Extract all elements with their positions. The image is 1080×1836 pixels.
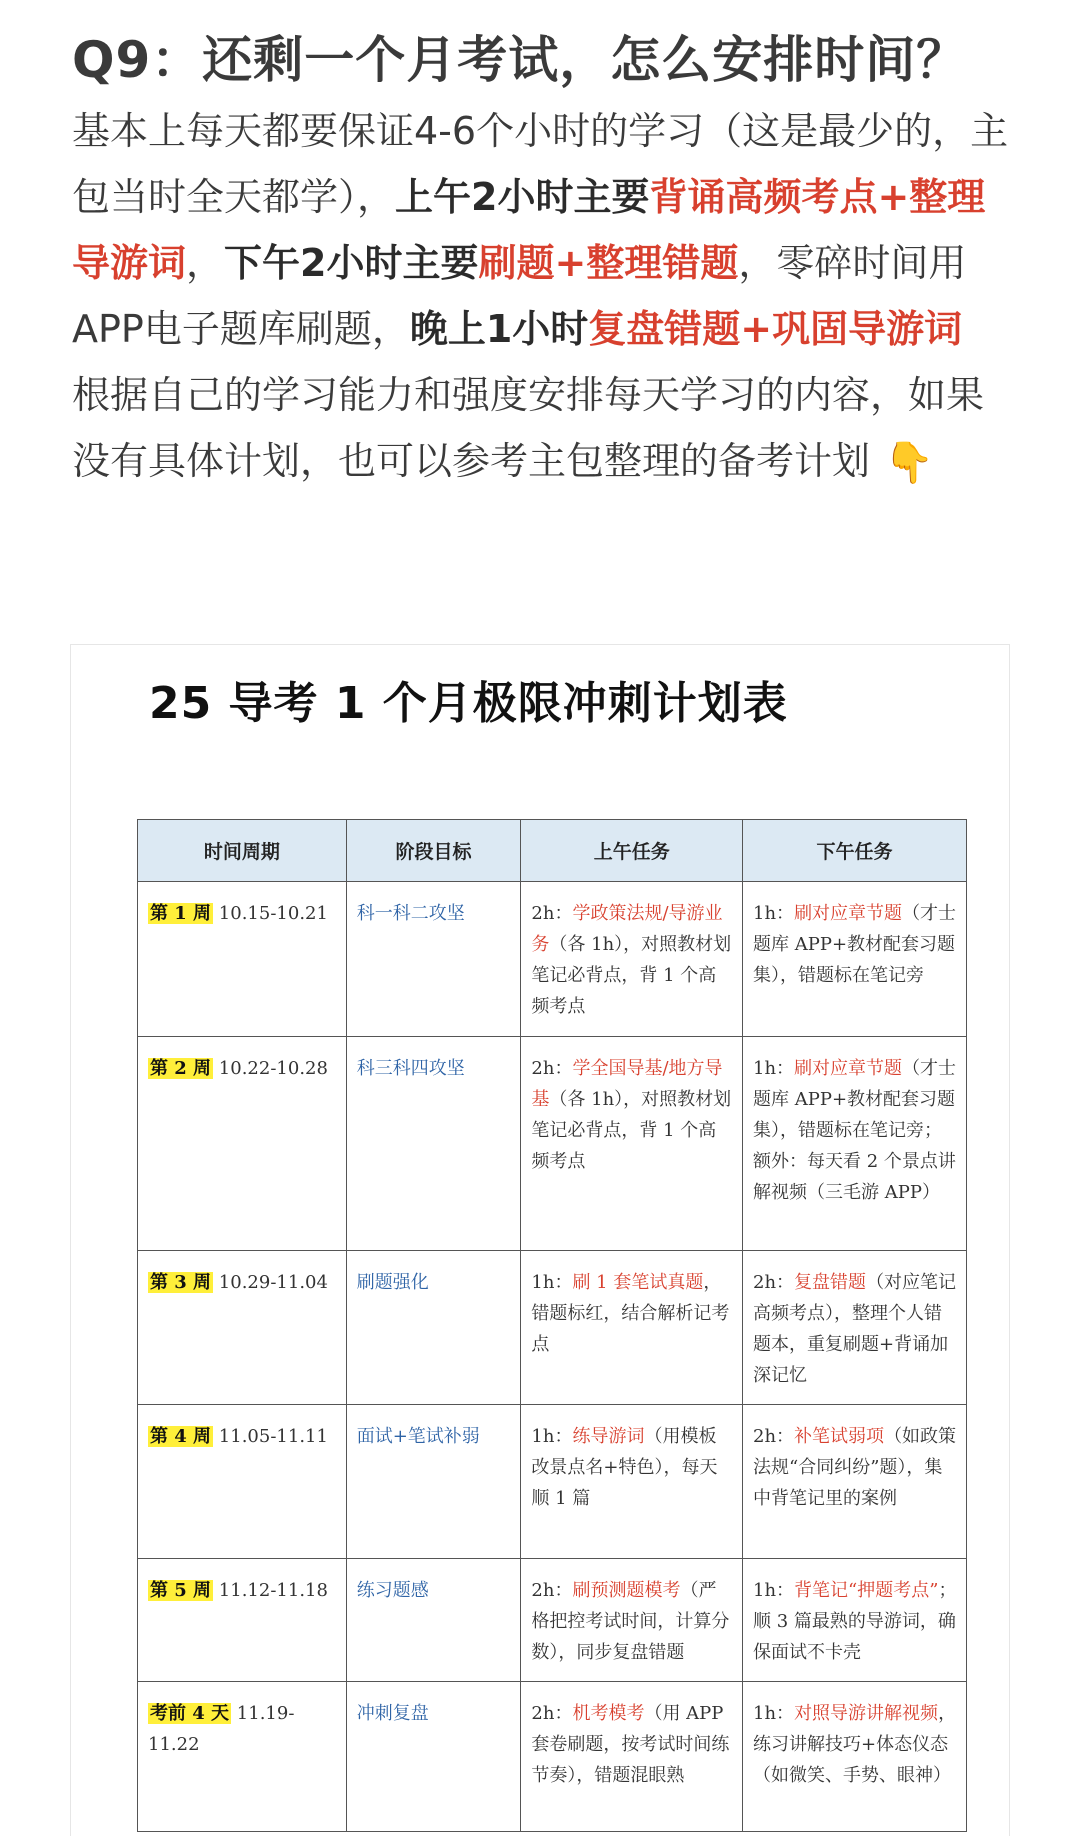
table-row [138, 882, 967, 1037]
pm-task-cell [743, 1037, 967, 1251]
pointing-down-icon: 👇 [884, 440, 934, 486]
question-title: Q9：还剩一个月考试，怎么安排时间？ [72, 31, 968, 89]
date-range: 10.29-11.04 [218, 1272, 328, 1293]
am-task-highlight: 刷 1 套笔试真题 [572, 1272, 704, 1293]
am-task-cell [521, 1682, 743, 1832]
am-task-highlight: 机考模考 [572, 1703, 645, 1724]
am-task-cell [521, 1559, 743, 1682]
intro-evening: 晚上1小时 [409, 307, 589, 351]
am-duration: 2h： [531, 903, 573, 924]
am-task-highlight: 学政策法规/导游业务 [531, 903, 723, 955]
date-range: 11.05-11.11 [218, 1426, 328, 1447]
pm-duration: 1h： [753, 1058, 795, 1079]
pm-task-cell [743, 1251, 967, 1405]
am-task-highlight: 刷预测题模考 [572, 1580, 681, 1601]
plan-table [137, 819, 967, 1832]
pm-task-detail: （才士题库 APP+教材配套习题集），错题标在笔记旁 [753, 903, 957, 986]
period-cell [138, 1251, 347, 1405]
pm-task-highlight: 刷对应章节题 [794, 903, 903, 924]
stage-goal: 面试+笔试补弱 [356, 1426, 480, 1447]
table-row [138, 1037, 967, 1251]
table-row [138, 1405, 967, 1559]
pm-task-cell [743, 1405, 967, 1559]
intro-morning-task: 背诵高频考点+整理导游词 [72, 175, 986, 285]
goal-cell [346, 1559, 521, 1682]
intro-afternoon: 下午2小时主要 [224, 241, 479, 285]
table-row [138, 1559, 967, 1682]
week-label: 第 2 周 [150, 1058, 212, 1079]
header-period: 时间周期 [138, 820, 347, 882]
am-task-detail: （严格把控考试时间，计算分数），同步复盘错题 [531, 1580, 730, 1663]
pm-task-highlight: 背笔记“押题考点” [794, 1580, 939, 1601]
date-range: 10.15-10.21 [218, 903, 328, 924]
am-task-detail: （用 APP 套卷刷题，按考试时间练节奏），错题混眼熟 [531, 1703, 730, 1786]
stage-goal: 冲刺复盘 [356, 1703, 429, 1724]
week-label: 第 1 周 [150, 903, 212, 924]
stage-goal: 科一科二攻坚 [356, 903, 465, 924]
am-task-highlight: 学全国导基/地方导基 [531, 1058, 723, 1110]
am-duration: 2h： [531, 1580, 573, 1601]
week-label: 第 4 周 [150, 1426, 212, 1447]
table-row [138, 1682, 967, 1832]
goal-cell [346, 1037, 521, 1251]
plan-header-row [138, 820, 967, 882]
table-row [138, 1251, 967, 1405]
pm-duration: 1h： [753, 903, 795, 924]
period-cell [138, 1682, 347, 1832]
intro-morning: 上午2小时主要 [395, 175, 650, 219]
week-label: 第 5 周 [150, 1580, 212, 1601]
pm-task-detail: （才士题库 APP+教材配套习题集），错题标在笔记旁；额外：每天看 2 个景点讲解视频（三毛游 APP） [753, 1058, 957, 1203]
am-task-cell [521, 1251, 743, 1405]
goal-cell [346, 882, 521, 1037]
am-task-highlight: 练导游词 [572, 1426, 645, 1447]
period-cell [138, 1405, 347, 1559]
header-pm-task: 下午任务 [743, 820, 967, 882]
am-duration: 2h： [531, 1058, 573, 1079]
goal-cell [346, 1405, 521, 1559]
pm-task-detail: ；顺 3 篇最熟的导游词，确保面试不卡壳 [753, 1580, 957, 1663]
stage-goal: 练习题感 [356, 1580, 429, 1601]
intro-text [72, 98, 1012, 496]
am-task-detail: ，错题标红，结合解析记考点 [531, 1272, 730, 1355]
intro-p2: 根据自己的学习能力和强度安排每天学习的内容，如果没有具体计划，也可以参考主包整理的备考计划 [72, 373, 985, 483]
pm-task-detail: ，练习讲解技巧+体态仪态（如微笑、手势、眼神） [753, 1703, 957, 1786]
am-duration: 1h： [531, 1272, 573, 1293]
header-am-task: 上午任务 [521, 820, 743, 882]
pm-task-detail: （如政策法规“合同纠纷”题），集中背笔记里的案例 [753, 1426, 957, 1509]
am-task-detail: （用模板改景点名+特色），每天顺 1 篇 [531, 1426, 718, 1509]
intro-evening-task: 复盘错题+巩固导游词 [588, 307, 963, 351]
pm-duration: 2h： [753, 1272, 795, 1293]
pm-duration: 1h： [753, 1580, 795, 1601]
pm-task-highlight: 复盘错题 [794, 1272, 867, 1293]
stage-goal: 科三科四攻坚 [356, 1058, 465, 1079]
stage-goal: 刷题强化 [356, 1272, 429, 1293]
intro-afternoon-task: 刷题+整理错题 [478, 241, 739, 285]
plan-title: 25 导考 1 个月极限冲刺计划表 [149, 678, 788, 729]
goal-cell [346, 1682, 521, 1832]
am-task-detail: （各 1h），对照教材划笔记必背点，背 1 个高频考点 [531, 1089, 732, 1172]
date-range: 11.12-11.18 [218, 1580, 328, 1601]
pm-task-cell [743, 1682, 967, 1832]
pm-task-detail: （对应笔记高频考点），整理个人错题本，重复刷题+背诵加深记忆 [753, 1272, 957, 1386]
plan-image-card [70, 644, 1010, 1836]
pm-task-highlight: 刷对应章节题 [794, 1058, 903, 1079]
intro-p1-d: ， [186, 241, 225, 285]
am-task-cell [521, 1405, 743, 1559]
header-goal: 阶段目标 [346, 820, 521, 882]
intro-p1-g: ，零碎时间用APP电子题库刷题， [72, 241, 967, 351]
week-label: 第 3 周 [150, 1272, 212, 1293]
am-task-cell [521, 1037, 743, 1251]
date-range: 10.22-10.28 [218, 1058, 328, 1079]
am-task-cell [521, 882, 743, 1037]
period-cell [138, 1037, 347, 1251]
pm-task-cell [743, 1559, 967, 1682]
pm-task-cell [743, 882, 967, 1037]
pm-task-highlight: 对照导游讲解视频 [794, 1703, 939, 1724]
am-duration: 2h： [531, 1703, 573, 1724]
pm-task-highlight: 补笔试弱项 [794, 1426, 885, 1447]
period-cell [138, 1559, 347, 1682]
period-cell [138, 882, 347, 1037]
am-task-detail: （各 1h），对照教材划笔记必背点，背 1 个高频考点 [531, 934, 732, 1017]
goal-cell [346, 1251, 521, 1405]
week-label: 考前 4 天 [150, 1703, 230, 1724]
am-duration: 1h： [531, 1426, 573, 1447]
pm-duration: 1h： [753, 1703, 795, 1724]
date-range: 11.19-11.22 [148, 1703, 295, 1755]
intro-p1-a: 基本上每天都要保证4-6个小时的学习（这是最少的，主包当时全天都学）， [72, 109, 1009, 219]
pm-duration: 2h： [753, 1426, 795, 1447]
